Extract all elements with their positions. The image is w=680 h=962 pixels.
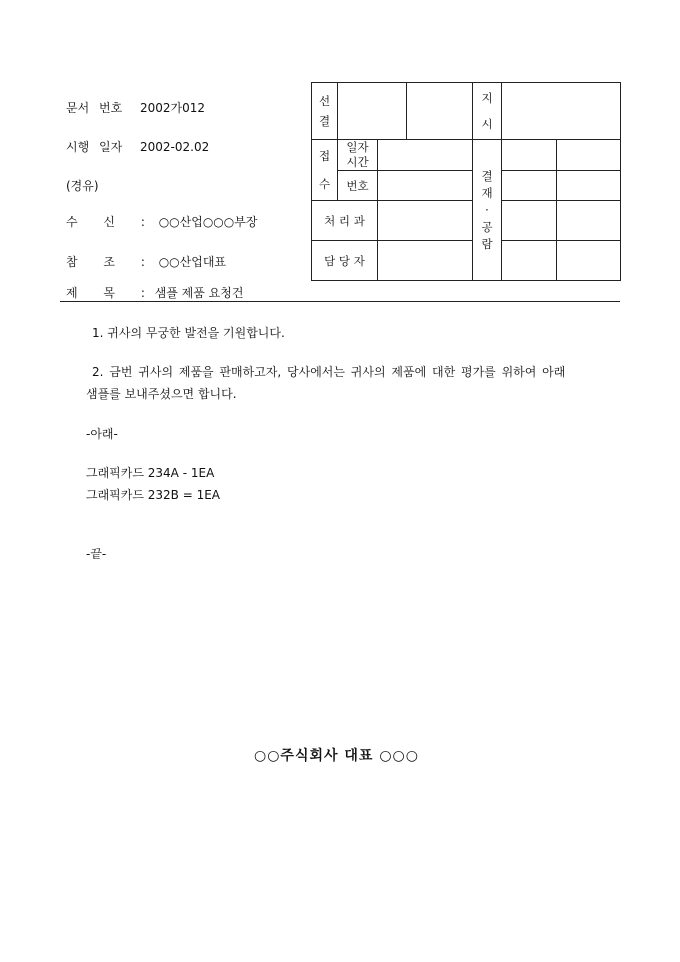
dot-char: · (485, 202, 489, 217)
processing-dept-label-cell (312, 201, 378, 241)
subject-value: 샘플 제품 요청건 (154, 286, 244, 300)
approval-box-1a (502, 140, 557, 171)
recipient-row (66, 213, 257, 230)
date-value: 2002-02.02 (140, 140, 210, 154)
approval-table (311, 82, 621, 281)
person-in-charge-label-cell (312, 241, 378, 281)
paragraph-2-line-1: 2. 금번 귀사의 제품을 판매하고자, 당사에서는 귀사의 제품에 대한 평가를 위하여 아래 (92, 365, 566, 379)
paragraph-1: 1. 귀사의 무궁한 발전을 기원합니다. (92, 326, 285, 340)
reference-value: ○○산업대표 (158, 255, 226, 269)
recipient-value: ○○산업○○○부장 (158, 215, 258, 229)
number-box (378, 171, 473, 201)
date-time-box (378, 140, 473, 171)
jeop-char: 접 (318, 149, 331, 163)
jisi-cell (473, 83, 502, 140)
reference-row (66, 253, 226, 270)
number-label-cell (338, 171, 378, 201)
seon-gyeol-box-2 (407, 83, 473, 140)
si-char: 시 (481, 117, 493, 131)
approval-box-2a (502, 171, 557, 201)
date-time-label-cell (338, 140, 378, 171)
seon-gyeol-box-1 (338, 83, 407, 140)
approval-box-3b (557, 201, 621, 241)
company-signature: ○○주식회사 대표 ○○○ (254, 748, 419, 764)
item-1: 그래픽카드 234A - 1EA (86, 466, 215, 480)
paragraph-2-line-2: 샘플를 보내주셨으면 합니다. (86, 387, 237, 401)
doc-number-value: 2002가012 (140, 101, 206, 115)
doc-number-label: 문서 번호 (66, 101, 123, 115)
seon-char: 선 (318, 94, 331, 108)
jae-char: 재 (481, 185, 493, 200)
date-row (66, 138, 209, 155)
approval-box-2b (557, 171, 621, 201)
date-char: 일자 (346, 140, 369, 154)
person-in-charge-label: 담 당 자 (324, 253, 365, 268)
gyeol2-char: 결 (481, 168, 493, 183)
doc-number-row (66, 99, 205, 116)
approval-cooperation-cell (473, 140, 502, 281)
jisi-box (502, 83, 621, 140)
processing-dept-label: 처 리 과 (324, 213, 365, 228)
ram-char: 람 (481, 236, 493, 251)
jeopsu-cell (312, 140, 338, 201)
gyeol-char: 결 (318, 114, 331, 128)
gong-char: 공 (481, 219, 493, 234)
subject-label: 제 목 : (66, 286, 145, 300)
via-label: (경유) (66, 179, 99, 193)
item-2: 그래픽카드 232B = 1EA (86, 488, 221, 502)
end-marker: -끝- (86, 547, 107, 561)
below-marker: -아래- (86, 427, 118, 441)
subject-row (66, 284, 243, 301)
time-char: 시간 (346, 155, 369, 169)
header-divider (60, 301, 620, 302)
approval-box-4a (502, 241, 557, 281)
approval-box-3a (502, 201, 557, 241)
approval-box-4b (557, 241, 621, 281)
number-label: 번호 (346, 178, 369, 193)
processing-dept-box (378, 201, 473, 241)
person-in-charge-box (378, 241, 473, 281)
recipient-label: 수 신 : (66, 215, 145, 229)
approval-box-1b (557, 140, 621, 171)
su-char: 수 (318, 177, 331, 191)
reference-label: 참 조 : (66, 255, 145, 269)
seon-gyeol-cell (312, 83, 338, 140)
date-label: 시행 일자 (66, 140, 123, 154)
ji-char: 지 (481, 91, 493, 105)
